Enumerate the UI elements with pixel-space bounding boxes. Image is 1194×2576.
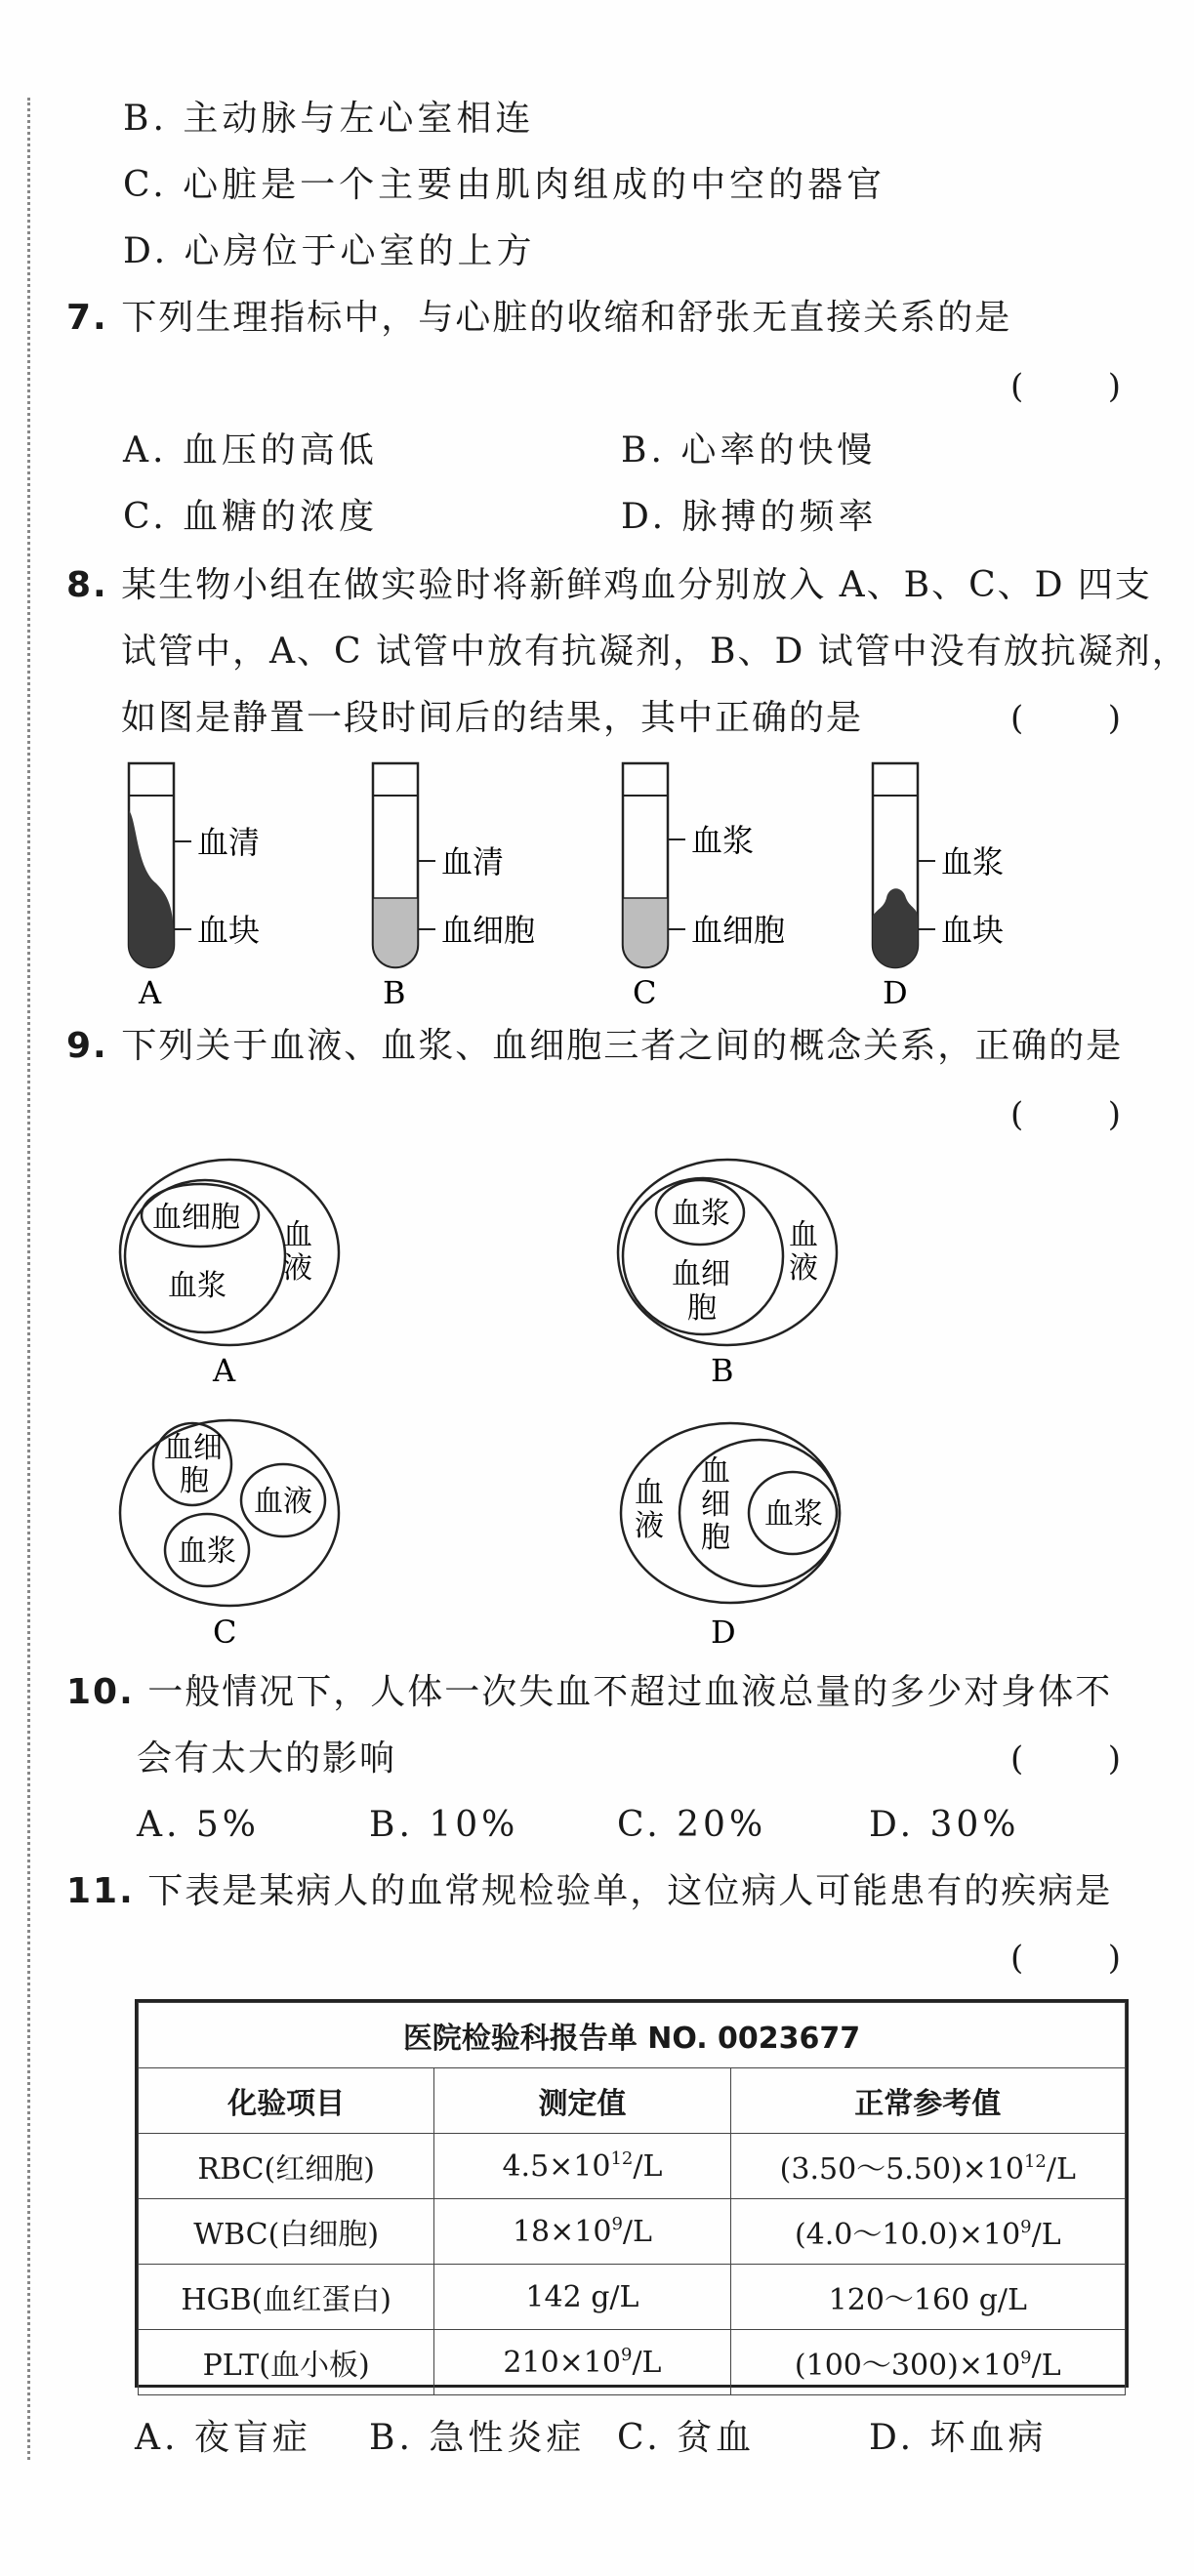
tube-b-bottom-label: 血细胞 bbox=[441, 912, 536, 949]
q10-number: 10. bbox=[66, 1672, 135, 1712]
tube-a-letter: A bbox=[139, 974, 162, 1011]
tube-b-cells bbox=[373, 898, 418, 967]
venn-b bbox=[618, 1160, 837, 1389]
venn-d-letter: D bbox=[711, 1614, 736, 1651]
q9-venn-figure bbox=[98, 1147, 1074, 1655]
q9-number: 9. bbox=[66, 1026, 108, 1066]
venn-c-blood: 血液 bbox=[254, 1485, 312, 1519]
venn-a-blood-2: 液 bbox=[283, 1251, 312, 1286]
report-cell-value: $18\times 10^9/L$ bbox=[434, 2199, 730, 2265]
q7-option-b: B. 心率的快慢 bbox=[621, 430, 877, 470]
venn-d-cell-1: 血 bbox=[701, 1454, 730, 1489]
q7-option-d: D. 脉搏的频率 bbox=[621, 497, 878, 537]
venn-a-cell: 血细胞 bbox=[152, 1201, 240, 1235]
q9-answer-blank: ( ) bbox=[1010, 1095, 1121, 1134]
report-title: 医院检验科报告单 NO. 0023677 bbox=[139, 2003, 1126, 2068]
venn-d-cell-3: 胞 bbox=[701, 1521, 730, 1555]
report-cell-item: WBC(白细胞) bbox=[139, 2199, 434, 2265]
venn-b-blood-2: 液 bbox=[789, 1251, 818, 1286]
venn-a-letter: A bbox=[213, 1352, 236, 1389]
q8-answer-blank: ( ) bbox=[1010, 699, 1121, 738]
venn-b-blood-1: 血 bbox=[789, 1218, 818, 1252]
q11-answer-blank: ( ) bbox=[1010, 1939, 1121, 1978]
q6-option-d: D. 心房位于心室的上方 bbox=[123, 231, 536, 271]
venn-d-blood-1: 血 bbox=[635, 1476, 664, 1510]
report-cell-value: 142 g/L bbox=[434, 2265, 730, 2330]
report-cell-item: HGB(血红蛋白) bbox=[139, 2265, 434, 2330]
q6-option-b: B. 主动脉与左心室相连 bbox=[123, 99, 535, 139]
q7-stem-text: 下列生理指标中，与心脏的收缩和舒张无直接关系的是 bbox=[121, 298, 1012, 338]
q10-option-d: D. 30% bbox=[869, 1805, 1020, 1845]
tube-c bbox=[623, 763, 785, 1011]
report-cell-item: RBC(红细胞) bbox=[139, 2134, 434, 2199]
q11-stem-text: 下表是某病人的血常规检验单，这位病人可能患有的疾病是 bbox=[147, 1871, 1113, 1911]
venn-b-plasma: 血浆 bbox=[672, 1197, 730, 1231]
q10-answer-blank: ( ) bbox=[1010, 1739, 1121, 1779]
q7-stem bbox=[66, 297, 1011, 340]
venn-b-cell-2: 胞 bbox=[687, 1291, 717, 1326]
q11-option-c: C. 贫血 bbox=[617, 2418, 756, 2458]
tube-b bbox=[373, 763, 535, 1011]
q10-stem-text-1: 一般情况下，人体一次失血不超过血液总量的多少对身体不 bbox=[147, 1672, 1113, 1712]
q8-number: 8. bbox=[66, 565, 108, 605]
report-cell-reference: 120～160 g/L bbox=[730, 2265, 1125, 2330]
q10-option-c: C. 20% bbox=[617, 1805, 767, 1845]
tube-c-letter: C bbox=[633, 974, 657, 1011]
q11-number: 11. bbox=[66, 1871, 135, 1911]
tube-a bbox=[129, 763, 260, 1011]
q7-number: 7. bbox=[66, 298, 108, 338]
venn-d bbox=[621, 1423, 840, 1651]
venn-d-cell-2: 细 bbox=[701, 1488, 730, 1522]
report-table bbox=[138, 2002, 1126, 2395]
report-header-item: 化验项目 bbox=[139, 2068, 434, 2134]
venn-d-blood-2: 液 bbox=[635, 1509, 664, 1543]
tube-c-top-label: 血浆 bbox=[691, 822, 755, 859]
q9-stem-text: 下列关于血液、血浆、血细胞三者之间的概念关系，正确的是 bbox=[121, 1026, 1124, 1066]
q8-stem-line3: 如图是静置一段时间后的结果，其中正确的是 bbox=[121, 698, 864, 738]
q11-option-b: B. 急性炎症 bbox=[369, 2418, 586, 2458]
report-cell-reference: $(4.0\sim 10.0)\times 10^9/L$ bbox=[730, 2199, 1125, 2265]
report-row-rbc bbox=[139, 2134, 1126, 2199]
report-header-value: 测定值 bbox=[434, 2068, 730, 2134]
q7-answer-blank: ( ) bbox=[1010, 367, 1121, 406]
venn-a bbox=[120, 1160, 339, 1389]
q9-stem bbox=[66, 1025, 1123, 1068]
venn-b-cell-1: 血细 bbox=[672, 1257, 730, 1291]
venn-c-cell-2: 胞 bbox=[180, 1464, 209, 1498]
venn-a-plasma: 血浆 bbox=[168, 1269, 226, 1303]
tube-d bbox=[873, 763, 1004, 1011]
q8-stem-line2: 试管中，A、C 试管中放有抗凝剂，B、D 试管中没有放抗凝剂， bbox=[121, 632, 1189, 672]
tube-d-bottom-label: 血块 bbox=[941, 912, 1005, 949]
report-cell-item: PLT(血小板) bbox=[139, 2330, 434, 2395]
report-row-wbc bbox=[139, 2199, 1126, 2265]
report-cell-value: $4.5\times 10^{12}/L$ bbox=[434, 2134, 730, 2199]
q11-option-a: A. 夜盲症 bbox=[135, 2418, 311, 2458]
tube-c-bottom-label: 血细胞 bbox=[691, 912, 786, 949]
tube-d-letter: D bbox=[883, 974, 908, 1011]
report-cell-reference: $(100\sim 300)\times 10^9/L$ bbox=[730, 2330, 1125, 2395]
q7-option-a: A. 血压的高低 bbox=[123, 430, 378, 470]
binding-margin-line bbox=[27, 98, 30, 2460]
venn-c-plasma: 血浆 bbox=[178, 1534, 236, 1569]
q10-option-a: A. 5% bbox=[137, 1805, 260, 1845]
venn-a-blood-1: 血 bbox=[283, 1218, 312, 1252]
tube-b-letter: B bbox=[383, 974, 406, 1011]
report-row-plt bbox=[139, 2330, 1126, 2395]
report-header-reference: 正常参考值 bbox=[730, 2068, 1125, 2134]
tube-a-bottom-label: 血块 bbox=[197, 912, 261, 949]
venn-c-cell-1: 血细 bbox=[164, 1431, 223, 1465]
tube-a-clot bbox=[129, 810, 174, 967]
tube-a-top-label: 血清 bbox=[197, 824, 261, 861]
q10-option-b: B. 10% bbox=[369, 1805, 519, 1845]
q11-stem bbox=[66, 1870, 1112, 1913]
q7-option-c: C. 血糖的浓度 bbox=[123, 497, 379, 537]
q8-stem-text-1: 某生物小组在做实验时将新鲜鸡血分别放入 A、B、C、D 四支 bbox=[121, 565, 1152, 605]
report-row-hgb bbox=[139, 2265, 1126, 2330]
tube-d-clot bbox=[873, 888, 918, 967]
venn-c-letter: C bbox=[213, 1614, 237, 1651]
q8-stem-line1 bbox=[66, 564, 1152, 607]
venn-d-plasma: 血浆 bbox=[764, 1497, 823, 1532]
q8-test-tube-figure bbox=[98, 752, 1132, 1015]
venn-c bbox=[120, 1420, 339, 1651]
venn-b-letter: B bbox=[711, 1352, 734, 1389]
q10-stem-line1 bbox=[66, 1671, 1112, 1714]
q10-stem-line2: 会有太大的影响 bbox=[137, 1738, 397, 1779]
q11-option-d: D. 坏血病 bbox=[869, 2418, 1048, 2458]
tube-c-cells bbox=[623, 898, 668, 967]
blood-test-report bbox=[135, 1999, 1129, 2388]
report-cell-reference: $(3.50\sim 5.50)\times 10^{12}/L$ bbox=[730, 2134, 1125, 2199]
report-cell-value: $210\times 10^9/L$ bbox=[434, 2330, 730, 2395]
tube-d-top-label: 血浆 bbox=[941, 843, 1005, 880]
q6-option-c: C. 心脏是一个主要由肌肉组成的中空的器官 bbox=[123, 165, 886, 205]
tube-b-top-label: 血清 bbox=[441, 843, 505, 880]
